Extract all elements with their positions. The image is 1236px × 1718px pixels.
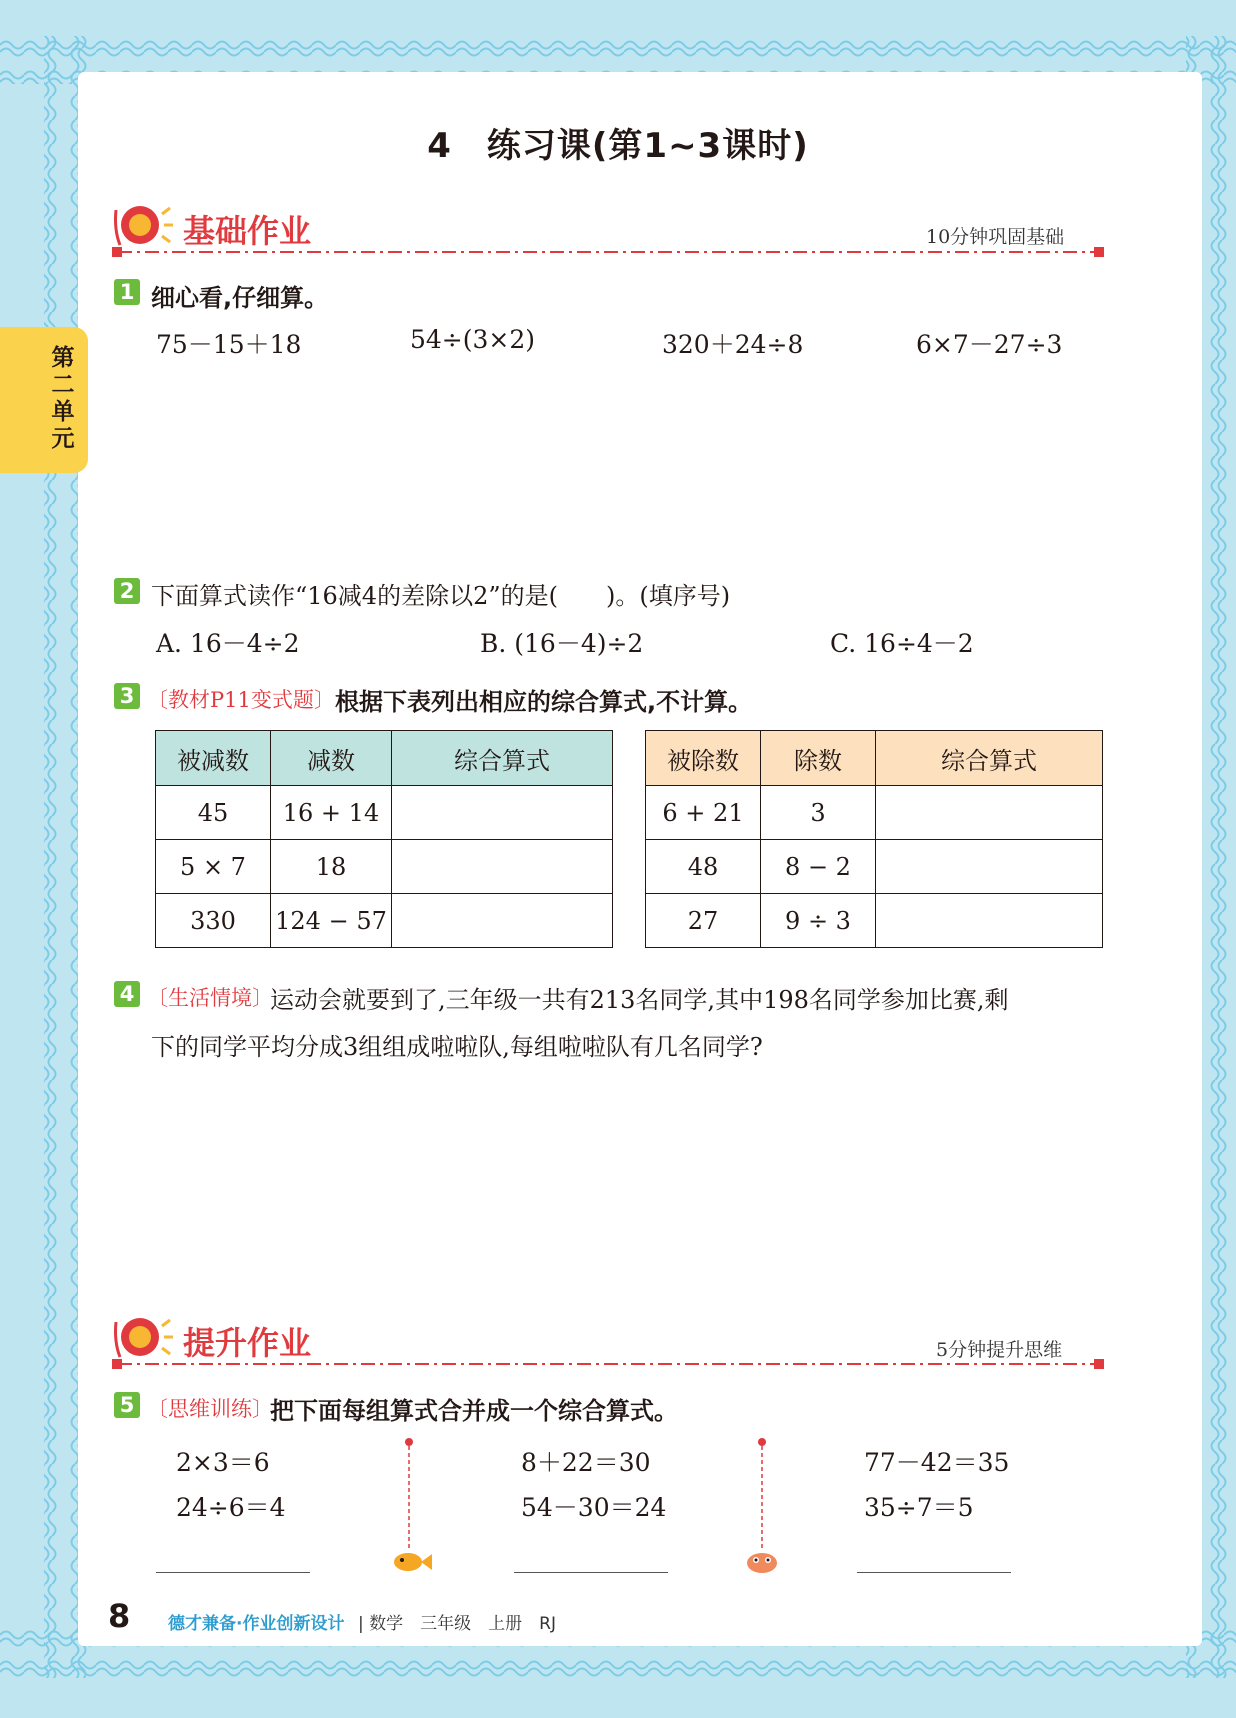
table-cell: 6 + 21 bbox=[646, 786, 761, 840]
section-basic-title: 基础作业 bbox=[183, 212, 312, 250]
table-header: 综合算式 bbox=[876, 731, 1103, 786]
table-cell: 16 + 14 bbox=[271, 786, 392, 840]
question-number-2: 2 bbox=[114, 578, 140, 604]
table-cell: 45 bbox=[156, 786, 271, 840]
table-cell: 9 ÷ 3 bbox=[761, 894, 876, 948]
answer-line[interactable] bbox=[514, 1572, 668, 1573]
megaphone-icon bbox=[112, 1312, 174, 1362]
table-cell: 18 bbox=[271, 840, 392, 894]
table-row bbox=[646, 894, 1103, 948]
question-5-tag: 〔思维训练〕 bbox=[147, 1397, 273, 1421]
table-cell: 48 bbox=[646, 840, 761, 894]
section-advanced-title: 提升作业 bbox=[183, 1324, 312, 1362]
question-number-1: 1 bbox=[114, 279, 140, 305]
table-cell: 330 bbox=[156, 894, 271, 948]
table-cell: 27 bbox=[646, 894, 761, 948]
footer-book-info: | 数学 三年级 上册 RJ bbox=[358, 1614, 556, 1634]
q1-expression: 6×7－27÷3 bbox=[916, 330, 1063, 359]
question-number-4: 4 bbox=[114, 981, 140, 1007]
subtraction-table bbox=[155, 730, 613, 948]
page-number: 8 bbox=[108, 1597, 131, 1635]
q1-expression: 54÷(3×2) bbox=[410, 325, 536, 354]
q2-option-c: C. 16÷4－2 bbox=[830, 629, 974, 658]
table-header: 被减数 bbox=[156, 731, 271, 786]
q5-group2-line2: 54－30＝24 bbox=[521, 1493, 667, 1522]
megaphone-icon bbox=[112, 200, 174, 250]
q5-group3-line1: 77－42＝35 bbox=[864, 1448, 1010, 1477]
q5-group3-line2: 35÷7＝5 bbox=[864, 1493, 974, 1522]
table-row bbox=[646, 840, 1103, 894]
q5-group2-line1: 8＋22＝30 bbox=[521, 1448, 651, 1477]
footer-brand: 德才兼备·作业创新设计 bbox=[168, 1614, 345, 1634]
q2-option-b: B. (16－4)÷2 bbox=[480, 629, 644, 658]
section-advanced-note: 5分钟提升思维 bbox=[936, 1339, 1063, 1361]
table-header: 除数 bbox=[761, 731, 876, 786]
q1-expression: 75－15＋18 bbox=[156, 330, 302, 359]
table-header: 综合算式 bbox=[392, 731, 613, 786]
table-cell: 8 − 2 bbox=[761, 840, 876, 894]
q1-expression: 320＋24÷8 bbox=[662, 330, 804, 359]
table-row bbox=[156, 840, 613, 894]
question-number-3: 3 bbox=[114, 683, 140, 709]
question-3-tag: 〔教材P11变式题〕 bbox=[147, 688, 335, 712]
question-1-text: 细心看,仔细算。 bbox=[151, 284, 329, 312]
section-basic-note: 10分钟巩固基础 bbox=[926, 226, 1065, 248]
answer-line[interactable] bbox=[857, 1572, 1011, 1573]
table-row bbox=[156, 894, 613, 948]
answer-line[interactable] bbox=[156, 1572, 310, 1573]
section-divider bbox=[112, 244, 1112, 260]
answer-cell[interactable] bbox=[392, 894, 613, 948]
answer-cell[interactable] bbox=[876, 840, 1103, 894]
answer-cell[interactable] bbox=[392, 840, 613, 894]
table-cell: 124 − 57 bbox=[271, 894, 392, 948]
question-4-tag: 〔生活情境〕 bbox=[147, 986, 273, 1010]
hanging-crab-icon bbox=[740, 1436, 790, 1578]
question-3-text: 根据下表列出相应的综合算式,不计算。 bbox=[335, 688, 753, 716]
section-divider bbox=[112, 1356, 1112, 1372]
question-2-text: 下面算式读作“16减4的差除以2”的是( )。(填序号) bbox=[151, 582, 731, 610]
q2-option-a: A. 16－4÷2 bbox=[156, 629, 300, 658]
answer-cell[interactable] bbox=[392, 786, 613, 840]
q5-group1-line2: 24÷6＝4 bbox=[176, 1493, 286, 1522]
table-row bbox=[156, 786, 613, 840]
table-header: 减数 bbox=[271, 731, 392, 786]
table-cell: 3 bbox=[761, 786, 876, 840]
answer-cell[interactable] bbox=[876, 786, 1103, 840]
question-4-line1: 运动会就要到了,三年级一共有213名同学,其中198名同学参加比赛,剩 bbox=[270, 986, 1009, 1014]
unit-side-label: 第二单元 bbox=[51, 345, 75, 452]
q5-group1-line1: 2×3＝6 bbox=[176, 1448, 270, 1477]
answer-cell[interactable] bbox=[876, 894, 1103, 948]
table-header: 被除数 bbox=[646, 731, 761, 786]
table-cell: 5 × 7 bbox=[156, 840, 271, 894]
table-row bbox=[646, 786, 1103, 840]
hanging-fish-icon bbox=[388, 1436, 438, 1578]
question-5-text: 把下面每组算式合并成一个综合算式。 bbox=[270, 1397, 678, 1425]
division-table bbox=[645, 730, 1103, 948]
question-number-5: 5 bbox=[114, 1392, 140, 1418]
page-title: 4 练习课(第1~3课时) bbox=[427, 126, 809, 166]
question-4-line2: 下的同学平均分成3组组成啦啦队,每组啦啦队有几名同学? bbox=[151, 1033, 763, 1061]
